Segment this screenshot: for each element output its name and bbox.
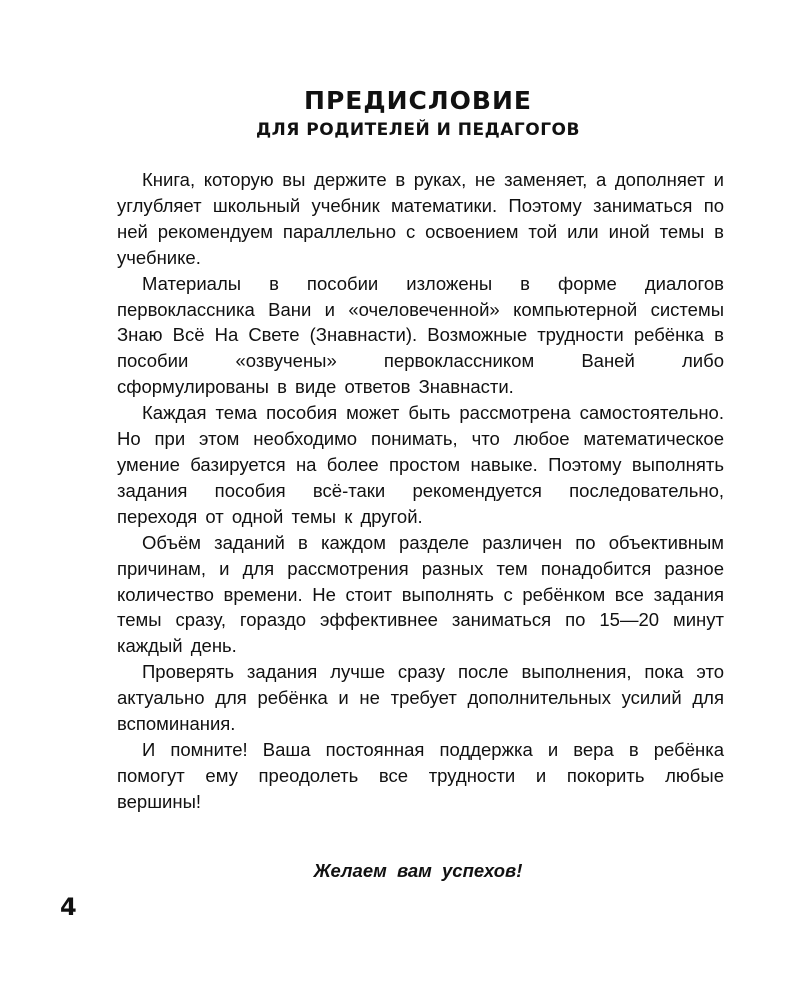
paragraph-5: Проверять задания лучше сразу после выполнения, пока это актуально для ребёнка и не требует дополнительных усилий для вспоминания.	[117, 661, 724, 735]
paragraph-2: Материалы в пособии изложены в форме диалогов первоклассника Вани и «очеловеченной» компьютерной системы Знаю Всё На Свете (Знавнасти). Возможные трудности ребёнка в пособии «озвучены» первоклассником Ваней либо сформулированы в виде ответов Знавнасти.	[117, 272, 724, 398]
paragraph-6: И помните! Ваша постоянная поддержка и вера в ребёнка помогут ему преодолеть все трудности и покорить любые вершины!	[117, 738, 724, 812]
paragraph-1: Книга, которую вы держите в руках, не заменяет, а дополняет и углубляет школьный учебник математики. Поэтому заниматься по ней рекомендуем параллельно с освоением той или иной темы в учебнике.	[117, 169, 724, 268]
paragraph-4: Объём заданий в каждом разделе различен по объективным причинам, и для рассмотрения разных тем понадобится разное количество времени. Не стоит выполнять с ребёнком все задания темы сразу, гораздо эффективнее заниматься по 15—20 минут каждый день.	[117, 531, 724, 657]
paragraph-3: Каждая тема пособия может быть рассмотрена самостоятельно. Но при этом необходимо понимать, что любое математическое умение базируется на более простом навыке. Поэтому выполнять задания пособия всё-таки рекомендуется последовательно, переходя от одной темы к другой.	[117, 402, 724, 527]
page-number: 4	[60, 893, 77, 921]
closing-wish: Желаем вам успехов!	[313, 860, 523, 881]
body-text	[117, 167, 724, 815]
page-title: ПРЕДИСЛОВИЕ	[304, 86, 532, 115]
page-subtitle: ДЛЯ РОДИТЕЛЕЙ И ПЕДАГОГОВ	[256, 120, 580, 140]
